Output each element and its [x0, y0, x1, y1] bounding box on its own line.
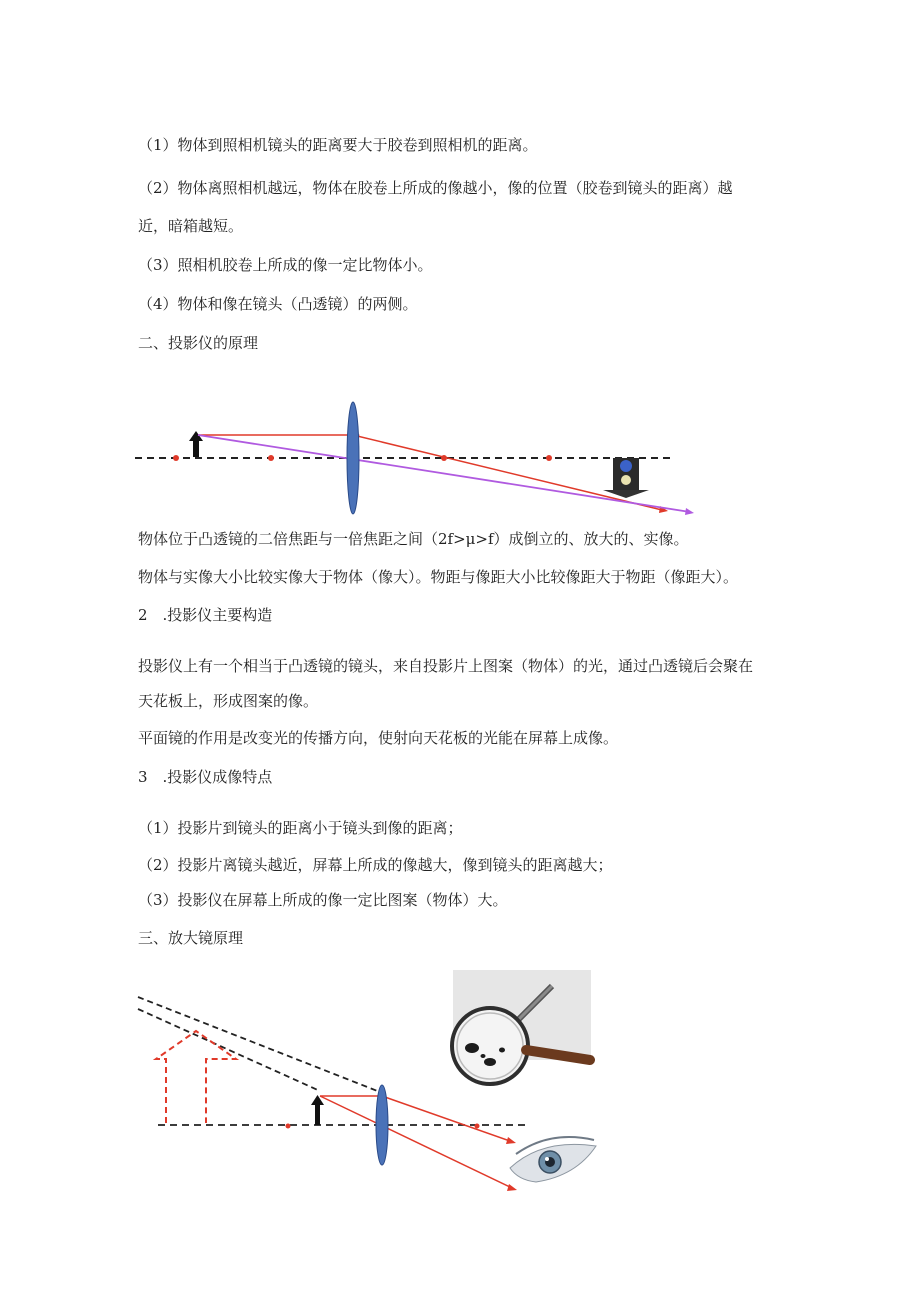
eye-highlight: [545, 1157, 549, 1161]
camera-point-3: （3）照相机胶卷上所成的像一定比物体小。: [138, 256, 433, 274]
ink-blot: [481, 1054, 486, 1058]
magnifying-glass-illustration: [448, 968, 598, 1093]
projector-features-heading: 3 .投影仪成像特点: [138, 768, 273, 786]
object-arrow-shaft: [315, 1103, 320, 1125]
projector-desc-1: 物体位于凸透镜的二倍焦距与一倍焦距之间（2f>μ>f）成倒立的、放大的、实像。: [138, 530, 689, 548]
ink-blot: [484, 1058, 496, 1066]
camera-point-1: （1）物体到照相机镜头的距离要大于胶卷到照相机的距离。: [138, 136, 538, 154]
focus-point: [173, 455, 179, 461]
ink-blot: [465, 1043, 479, 1053]
magnifier-heading: 三、放大镜原理: [138, 929, 244, 947]
projector-structure-1-line-1: 投影仪上有一个相当于凸透镜的镜头，来自投影片上图案（物体）的光，通过凸透镜后会聚在: [138, 657, 754, 675]
projected-image-light: [621, 475, 631, 485]
projector-feature-1: （1）投影片到镜头的距离小于镜头到像的距离；: [138, 819, 463, 837]
virtual-ray-extension: [138, 997, 380, 1092]
convex-lens: [347, 402, 359, 514]
projector-ray-diagram: [132, 398, 698, 518]
ray-arrowhead: [685, 508, 694, 515]
focus-point: [475, 1124, 480, 1129]
projected-image-sphere: [620, 460, 632, 472]
magnifying-glass-lens: [452, 1008, 528, 1084]
ink-blot: [499, 1048, 505, 1053]
eye-icon: [506, 1132, 600, 1190]
projector-feature-3: （3）投影仪在屏幕上所成的像一定比图案（物体）大。: [138, 891, 508, 909]
virtual-image-arrow: [156, 1031, 236, 1123]
projector-desc-2: 物体与实像大小比较实像大于物体（像大）。物距与像距大小比较像距大于物距（像距大）。: [138, 568, 739, 586]
projector-feature-2: （2）投影片离镜头越近，屏幕上所成的像越大，像到镜头的距离越大；: [138, 856, 613, 874]
object-arrow-shaft: [193, 440, 199, 457]
projector-structure-2: 平面镜的作用是改变光的传播方向，使射向天花板的光能在屏幕上成像。: [138, 729, 619, 747]
focus-point: [546, 455, 552, 461]
projector-structure-1-line-2: 天花板上，形成图案的像。: [138, 692, 319, 710]
focus-point: [286, 1124, 291, 1129]
camera-point-2-line-1: （2）物体离照相机越远，物体在胶卷上所成的像越小，像的位置（胶卷到镜头的距离）越: [138, 179, 733, 197]
projector-structure-heading: 2 .投影仪主要构造: [138, 606, 273, 624]
center-ray: [320, 1096, 512, 1188]
projector-heading: 二、投影仪的原理: [138, 334, 259, 352]
camera-point-2-line-2: 近，暗箱越短。: [138, 217, 244, 235]
focus-point: [268, 455, 274, 461]
convex-lens: [376, 1085, 388, 1165]
camera-point-4: （4）物体和像在镜头（凸透镜）的两侧。: [138, 295, 418, 313]
